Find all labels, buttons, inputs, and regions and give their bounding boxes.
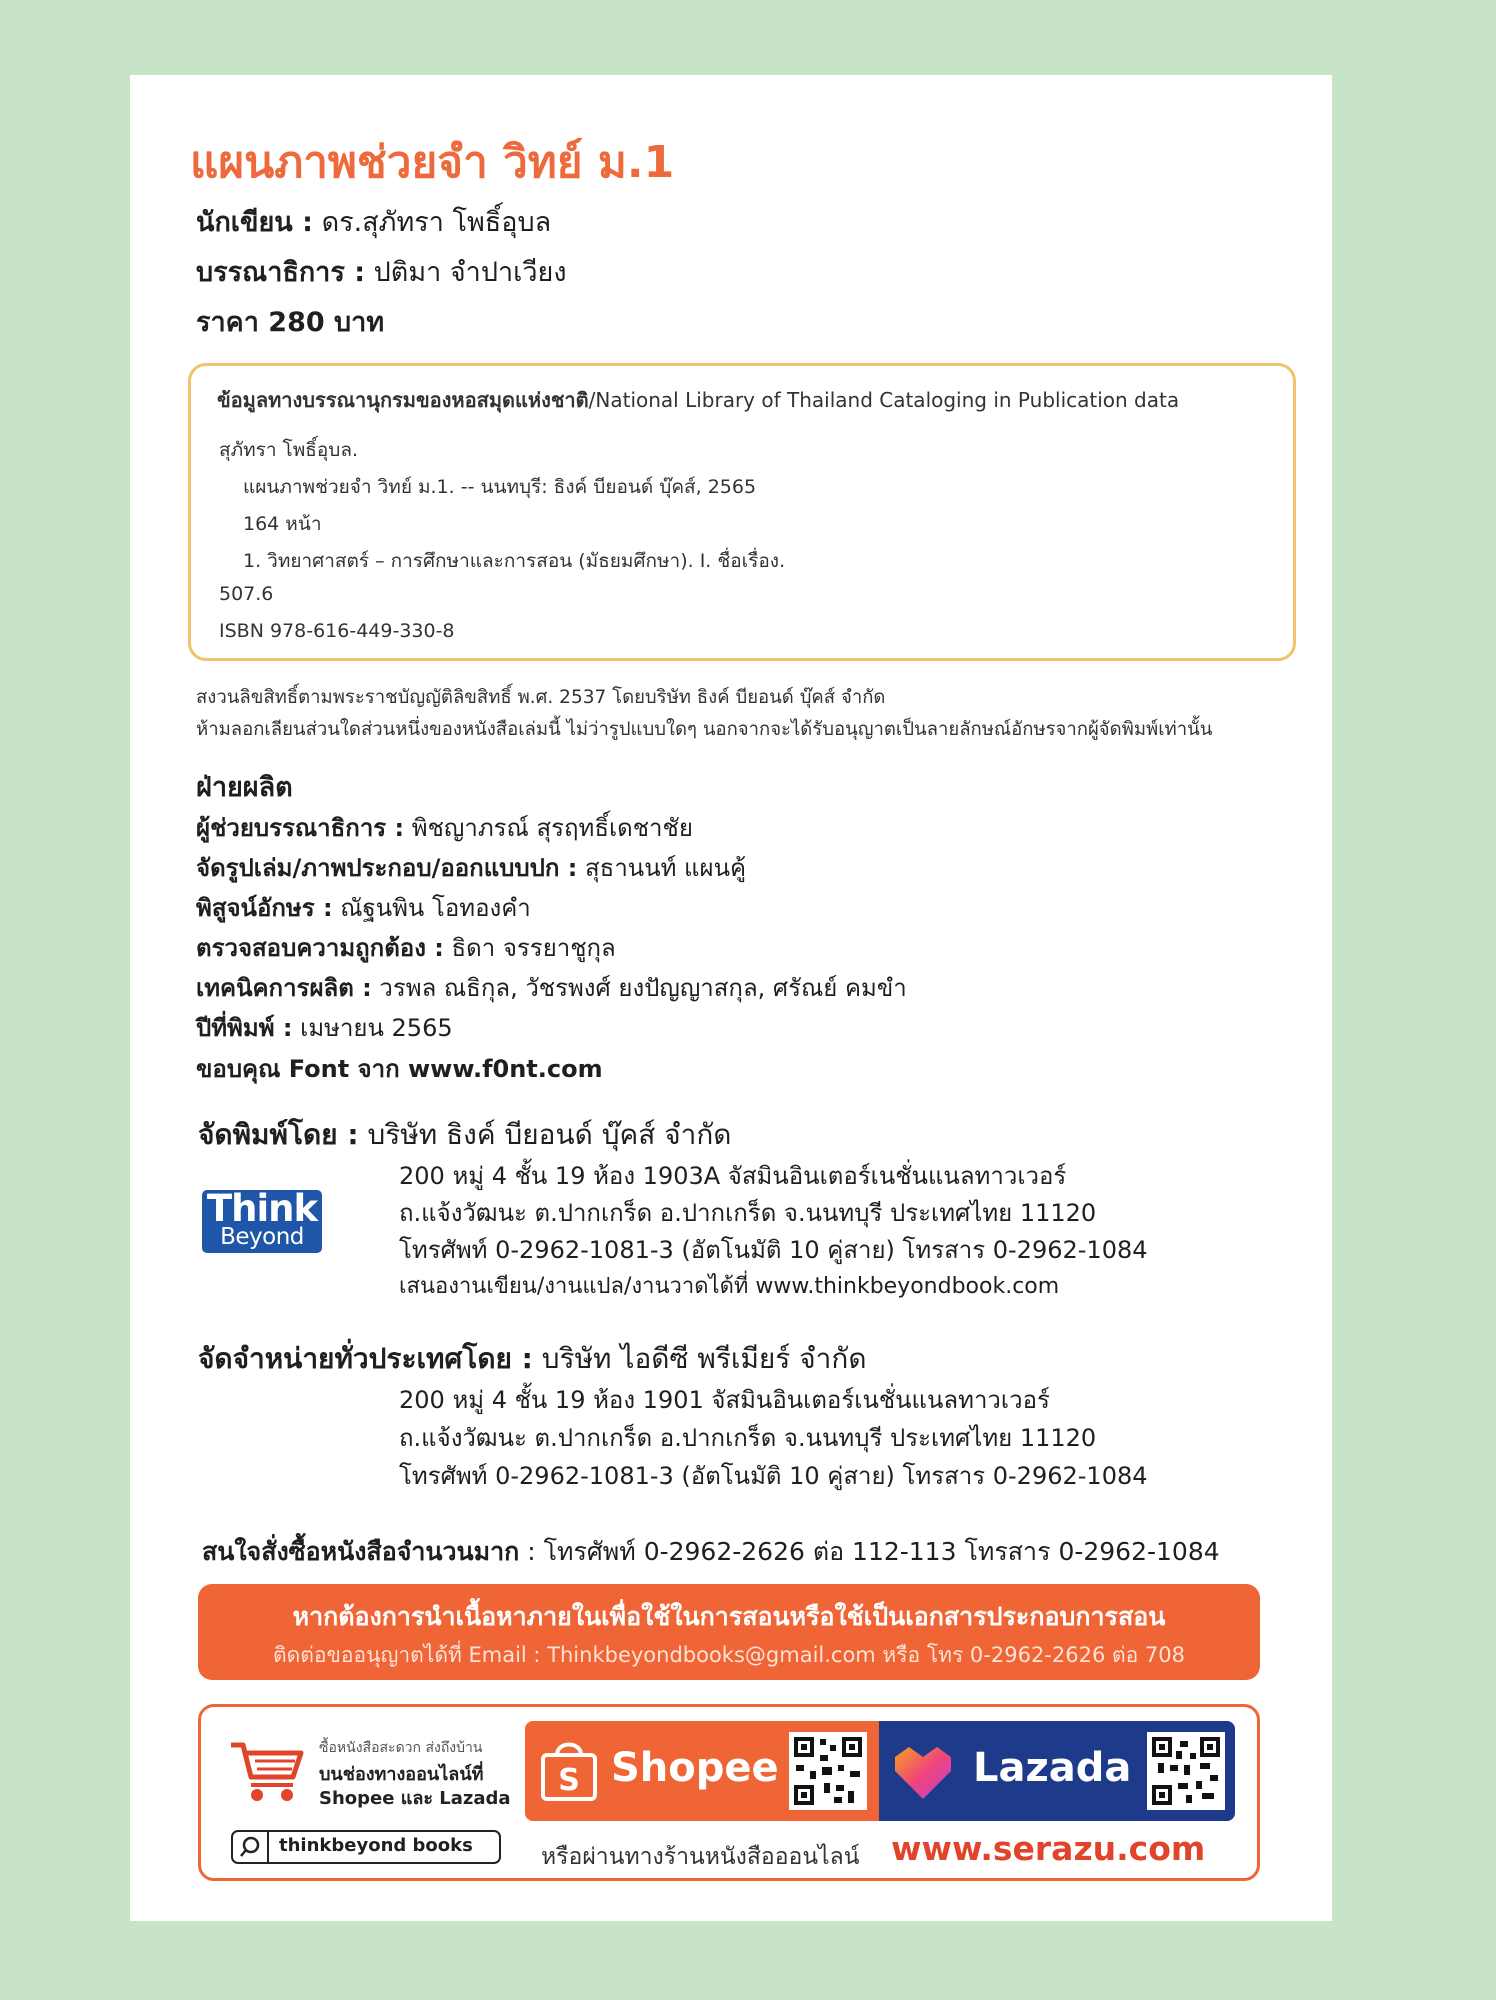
cip-line: สุภัทรา โพธิ์อุบล. [219,439,359,461]
production-row [196,968,907,1007]
publisher-address: ถ.แจ้งวัฒนะ ต.ปากเกร็ด อ.ปากเกร็ด จ.นนทบุรี ประเทศไทย 11120 [399,1199,1097,1227]
production-label: พิสูจน์อักษร : [196,894,333,922]
publisher-address: 200 หมู่ 4 ชั้น 19 ห้อง 1903A จัสมินอินเตอร์เนชั่นแนลทาวเวอร์ [399,1162,1067,1190]
author-label: นักเขียน : [196,207,313,238]
author-name: ดร.สุภัทรา โพธิ์อุบล [321,207,552,238]
bulk-order-line [202,1532,1220,1572]
cip-line: แผนภาพช่วยจำ วิทย์ ม.1. -- นนทบุรี: ธิงค์ บียอนด์ บุ๊คส์, 2565 [243,476,757,498]
search-icon [233,1832,269,1862]
cip-line: 164 หน้า [243,513,322,535]
permission-banner [198,1584,1260,1680]
font-credit: ขอบคุณ Font จาก www.f0nt.com [196,1055,603,1083]
production-label: จัดรูปเล่ม/ภาพประกอบ/ออกแบบปก : [196,854,578,882]
production-label: เทคนิคการผลิต : [196,974,372,1002]
price: ราคา 280 บาท [196,307,385,338]
distributor-address: ถ.แจ้งวัฒนะ ต.ปากเกร็ด อ.ปากเกร็ด จ.นนทบุรี ประเทศไทย 11120 [399,1424,1097,1452]
copyright-line: ห้ามลอกเลียนส่วนใดส่วนหนึ่งของหนังสือเล่มนี้ ไม่ว่ารูปแบบใดๆ นอกจากจะได้รับอนุญาตเป็นลายลักษณ์อักษรจากผู้จัดพิมพ์เท่านั้น [196,719,1213,740]
copyright-page [130,75,1332,1921]
production-row [196,808,693,847]
shopping-cart-icon [229,1737,305,1803]
online-shop-box [198,1704,1260,1881]
search-box[interactable] [231,1830,501,1864]
production-row [196,1008,453,1047]
shop-note-bold: Shopee และ Lazada [319,1788,511,1809]
production-label: ปีที่พิมพ์ : [196,1014,293,1042]
serazu-link[interactable]: www.serazu.com [891,1829,1206,1868]
author-line [196,200,551,243]
svg-text:S: S [558,1763,580,1798]
think-beyond-logo [202,1187,322,1253]
bulk-order-label: สนใจสั่งซื้อหนังสือจำนวนมาก [202,1537,520,1566]
publisher-submission: เสนองานเขียน/งานแปล/งานวาดได้ที่ www.thinkbeyondbook.com [399,1274,1060,1299]
production-value: พิชญาภรณ์ สุรฤทธิ์เดชาชัย [411,814,693,842]
distributor-name: บริษัท ไอดีซี พรีเมียร์ จำกัด [541,1342,867,1375]
cip-line: 507.6 [219,583,274,605]
distributor-address: โทรศัพท์ 0-2962-1081-3 (อัตโนมัติ 10 คู่สาย) โทรสาร 0-2962-1084 [399,1462,1148,1490]
logo-line2: Beyond [220,1224,304,1250]
cip-line: 1. วิทยาศาสตร์ – การศึกษาและการสอน (มัธยมศึกษา). I. ชื่อเรื่อง. [243,550,786,572]
editor-line [196,250,567,293]
publisher-label: จัดพิมพ์โดย : [198,1118,359,1151]
cip-box [188,363,1296,661]
production-label: ผู้ช่วยบรรณาธิการ : [196,814,405,842]
lazada-qr-code [1147,1732,1225,1810]
online-bookstore-text: หรือผ่านทางร้านหนังสือออนไลน์ [541,1844,860,1870]
search-text: thinkbeyond books [279,1835,473,1856]
editor-name: ปติมา จำปาเวียง [373,257,567,288]
production-value: ณัฐนพิน โอทองคำ [340,894,531,922]
cip-header [217,384,1179,416]
shopee-qr-code [789,1732,867,1810]
bulk-order-value: : โทรศัพท์ 0-2962-2626 ต่อ 112-113 โทรสาร 0-2962-1084 [527,1537,1220,1566]
cip-header-th: ข้อมูลทางบรรณานุกรมของหอสมุดแห่งชาติ [217,388,589,412]
production-row [196,928,616,967]
copyright-line: สงวนลิขสิทธิ์ตามพระราชบัญญัติลิขสิทธิ์ พ.ศ. 2537 โดยบริษัท ธิงค์ บียอนด์ บุ๊คส์ จำกัด [196,687,886,708]
logo-line1: Think [206,1187,318,1230]
cip-header-en: /National Library of Thailand Cataloging in Publication data [588,388,1180,412]
banner-title: หากต้องการนำเนื้อหาภายในเพื่อใช้ในการสอนหรือใช้เป็นเอกสารประกอบการสอน [292,1602,1166,1631]
book-title: แผนภาพช่วยจำ วิทย์ ม.1 [190,137,675,188]
shopee-label: Shopee [611,1745,779,1791]
publisher-name: บริษัท ธิงค์ บียอนด์ บุ๊คส์ จำกัด [367,1118,732,1151]
lazada-heart-icon [891,1743,955,1801]
distributor-heading [198,1337,867,1381]
editor-label: บรรณาธิการ : [196,257,366,288]
banner-contact[interactable]: ติดต่อขออนุญาตได้ที่ Email : Thinkbeyondbooks@gmail.com หรือ โทร 0-2962-2626 ต่อ 708 [272,1643,1186,1667]
production-value: สุธานนท์ แผนคู้ [585,854,747,882]
publisher-heading [198,1113,731,1157]
shopee-button[interactable] [525,1721,879,1821]
production-value: เมษายน 2565 [300,1014,453,1042]
production-row [196,888,531,927]
shopee-bag-icon [539,1737,599,1803]
shop-note: ซื้อหนังสือสะดวก ส่งถึงบ้าน [319,1740,483,1756]
production-row [196,848,746,887]
cip-isbn: ISBN 978-616-449-330-8 [219,620,455,642]
production-label: ตรวจสอบความถูกต้อง : [196,934,444,962]
distributor-address: 200 หมู่ 4 ชั้น 19 ห้อง 1901 จัสมินอินเตอร์เนชั่นแนลทาวเวอร์ [399,1386,1050,1414]
lazada-button[interactable] [879,1721,1235,1821]
production-heading: ฝ่ายผลิต [196,772,293,803]
distributor-label: จัดจำหน่ายทั่วประเทศโดย : [198,1342,533,1375]
publisher-address: โทรศัพท์ 0-2962-1081-3 (อัตโนมัติ 10 คู่สาย) โทรสาร 0-2962-1084 [399,1236,1148,1264]
production-value: ธิดา จรรยาชูกุล [451,934,616,962]
shop-note-bold: บนช่องทางออนไลน์ที่ [319,1764,484,1785]
production-value: วรพล ณธิกุล, วัชรพงศ์ ยงปัญญาสกุล, ศรัณย์ คมขำ [379,974,907,1002]
lazada-label: Lazada [973,1745,1132,1791]
